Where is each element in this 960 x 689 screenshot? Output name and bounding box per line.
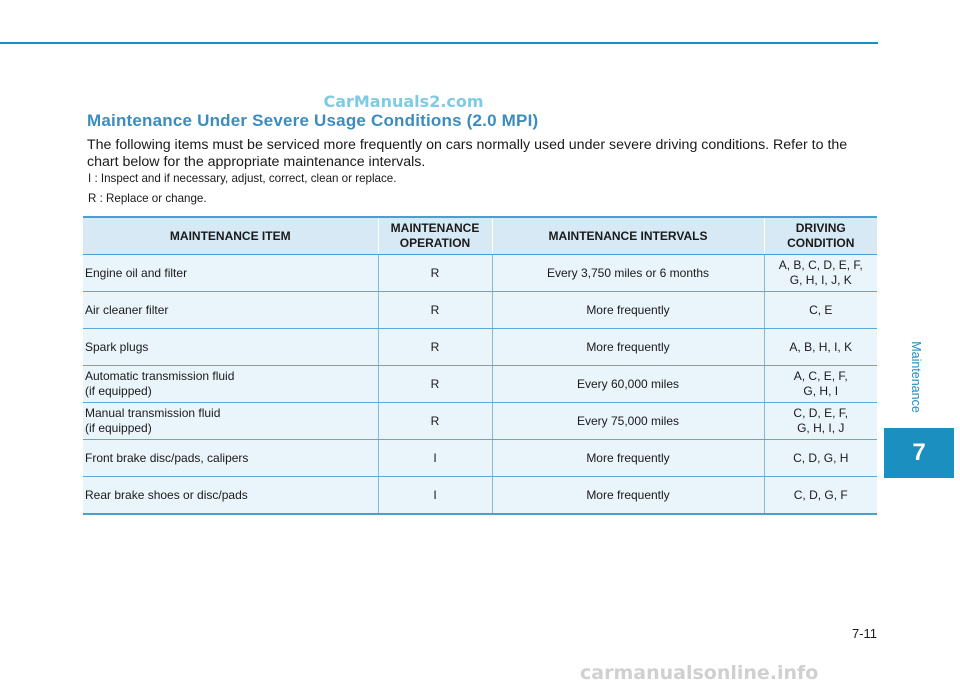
cell-item: Automatic transmission fluid (if equipped) xyxy=(83,366,378,403)
cell-item: Rear brake shoes or disc/pads xyxy=(83,477,378,515)
table-row xyxy=(83,329,877,366)
header-driving-condition: DRIVING CONDITION xyxy=(764,217,877,255)
cell-item: Air cleaner filter xyxy=(83,292,378,329)
cell-condition: C, D, E, F, G, H, I, J xyxy=(764,403,877,440)
chapter-label-text: Maintenance xyxy=(909,341,924,413)
table-row xyxy=(83,255,877,292)
page-number: 7-11 xyxy=(851,626,877,641)
cell-interval: More frequently xyxy=(492,292,764,329)
cell-condition: A, B, H, I, K xyxy=(764,329,877,366)
legend-replace: R : Replace or change. xyxy=(88,192,207,205)
cell-condition: A, C, E, F, G, H, I xyxy=(764,366,877,403)
cell-condition: C, D, G, H xyxy=(764,440,877,477)
table-row xyxy=(83,477,877,515)
top-rule xyxy=(0,42,878,44)
cell-item: Spark plugs xyxy=(83,329,378,366)
watermark-bottom: carmanualsonline.info xyxy=(580,662,819,684)
intro-paragraph: The following items must be serviced more frequently on cars normally used under severe driving conditions. Refer to the chart below for the appropriate maintenance intervals. xyxy=(87,137,848,170)
table-row xyxy=(83,440,877,477)
cell-interval: Every 75,000 miles xyxy=(492,403,764,440)
table-row xyxy=(83,292,877,329)
cell-interval: More frequently xyxy=(492,477,764,515)
chapter-tab: 7 xyxy=(884,428,954,478)
cell-item: Front brake disc/pads, calipers xyxy=(83,440,378,477)
table-row xyxy=(83,403,877,440)
cell-condition: A, B, C, D, E, F, G, H, I, J, K xyxy=(764,255,877,292)
cell-interval: Every 60,000 miles xyxy=(492,366,764,403)
cell-operation: R xyxy=(378,329,492,366)
cell-operation: R xyxy=(378,366,492,403)
header-maintenance-intervals: MAINTENANCE INTERVALS xyxy=(492,217,764,255)
cell-interval: More frequently xyxy=(492,329,764,366)
cell-operation: R xyxy=(378,292,492,329)
maintenance-table xyxy=(83,216,877,515)
cell-condition: C, E xyxy=(764,292,877,329)
header-maintenance-operation: MAINTENANCE OPERATION xyxy=(378,217,492,255)
cell-item: Manual transmission fluid (if equipped) xyxy=(83,403,378,440)
table-header-row xyxy=(83,217,877,255)
legend-inspect: I : Inspect and if necessary, adjust, correct, clean or replace. xyxy=(88,172,397,185)
section-title: Maintenance Under Severe Usage Conditions (2.0 MPI) xyxy=(87,111,539,130)
cell-interval: More frequently xyxy=(492,440,764,477)
cell-operation: R xyxy=(378,403,492,440)
cell-operation: I xyxy=(378,477,492,515)
chapter-side-label xyxy=(908,335,924,419)
cell-operation: R xyxy=(378,255,492,292)
cell-item: Engine oil and filter xyxy=(83,255,378,292)
header-maintenance-item: MAINTENANCE ITEM xyxy=(83,217,378,255)
watermark-top: CarManuals2.com xyxy=(323,92,484,111)
cell-operation: I xyxy=(378,440,492,477)
table-row xyxy=(83,366,877,403)
cell-condition: C, D, G, F xyxy=(764,477,877,515)
cell-interval: Every 3,750 miles or 6 months xyxy=(492,255,764,292)
